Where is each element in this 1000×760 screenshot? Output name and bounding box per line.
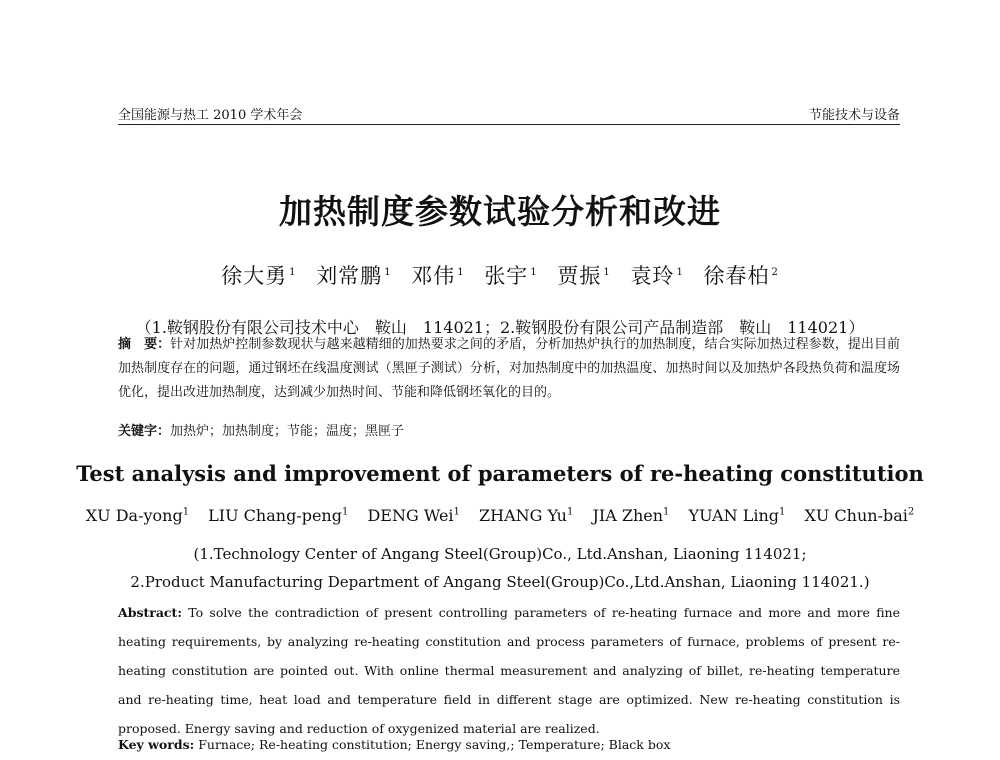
author-en: LIU Chang-peng$^1$ bbox=[208, 506, 349, 525]
affiliation-english-2: 2.Product Manufacturing Department of Angang Steel(Group)Co.,Ltd.Anshan, Liaoning 114021.) bbox=[130, 573, 870, 591]
author-cn: 贾振 $^1$ bbox=[557, 264, 611, 288]
abstract-chinese bbox=[118, 333, 900, 405]
author-en: JIA Zhen$^1$ bbox=[592, 506, 670, 525]
author-cn: 徐大勇 $^1$ bbox=[221, 264, 297, 288]
author-cn: 徐春柏 $^2$ bbox=[703, 264, 779, 288]
header-conference: 全国能源与热工 2010 学术年会 bbox=[118, 108, 303, 123]
abstract-cn-text: 针对加热炉控制参数现状与越来越精细的加热要求之间的矛盾，分析加热炉执行的加热制度，结合实际加热过程参数，提出目前加热制度存在的问题，通过钢坯在线温度测试（黑匣子测试）分析，对加热制度中的加热温度、加热时间以及加热炉各段热负荷和温度场优化，提出改进加热制度，达到减少加热时间、节能和降低钢坯氧化的目的。 bbox=[118, 337, 900, 400]
abstract-english bbox=[118, 598, 900, 743]
keywords-en-text: Furnace; Re-heating constitution; Energy saving,; Temperature; Black box bbox=[198, 737, 671, 752]
running-header bbox=[118, 102, 900, 125]
author-en: DENG Wei$^1$ bbox=[367, 506, 460, 525]
author-cn: 邓伟 $^1$ bbox=[411, 264, 465, 288]
keywords-cn-text: 加热炉；加热制度；节能；温度；黑匣子 bbox=[170, 424, 405, 439]
abstract-en-label: Abstract: bbox=[118, 605, 182, 620]
keywords-english bbox=[118, 733, 900, 757]
keywords-en-label: Key words: bbox=[118, 737, 195, 752]
abstract-cn-label: 摘 要： bbox=[118, 337, 171, 352]
author-cn: 刘常鹏 $^1$ bbox=[316, 264, 392, 288]
header-section: 节能技术与设备 bbox=[808, 108, 900, 123]
title-chinese: 加热制度参数试验分析和改进 bbox=[279, 192, 721, 231]
affiliation-chinese: （1.鞍钢股份有限公司技术中心 鞍山 114021；2.鞍钢股份有限公司产品制造部 鞍山 114021） bbox=[135, 318, 865, 337]
author-cn: 袁玲 $^1$ bbox=[630, 264, 684, 288]
author-cn: 张宇 $^1$ bbox=[484, 264, 538, 288]
title-english: Test analysis and improvement of parameters of re-heating constitution bbox=[76, 461, 924, 486]
abstract-en-text: To solve the contradiction of present controlling parameters of re-heating furnace and more and more fine heating requirements, by analyzing re-heating constitution and process parameters of furnace, problems of present re-heating constitution are pointed out. With online thermal measurement and analyzing of billet, re-heating temperature and re-heating time, heat load and temperature field in different stage are optimized. New re-heating constitution is proposed. Energy saving and reduction of oxygenized material are realized. bbox=[118, 605, 900, 736]
author-en: XU Da-yong$^1$ bbox=[85, 506, 190, 525]
authors-english bbox=[0, 506, 1000, 525]
authors-chinese bbox=[0, 260, 1000, 290]
keywords-chinese bbox=[118, 420, 900, 444]
affiliation-english-1: (1.Technology Center of Angang Steel(Group)Co., Ltd.Anshan, Liaoning 114021; bbox=[193, 545, 807, 563]
author-en: ZHANG Yu$^1$ bbox=[479, 506, 574, 525]
author-en: XU Chun-bai$^2$ bbox=[804, 506, 915, 525]
keywords-cn-label: 关键字： bbox=[118, 424, 171, 439]
author-en: YUAN Ling$^1$ bbox=[688, 506, 786, 525]
